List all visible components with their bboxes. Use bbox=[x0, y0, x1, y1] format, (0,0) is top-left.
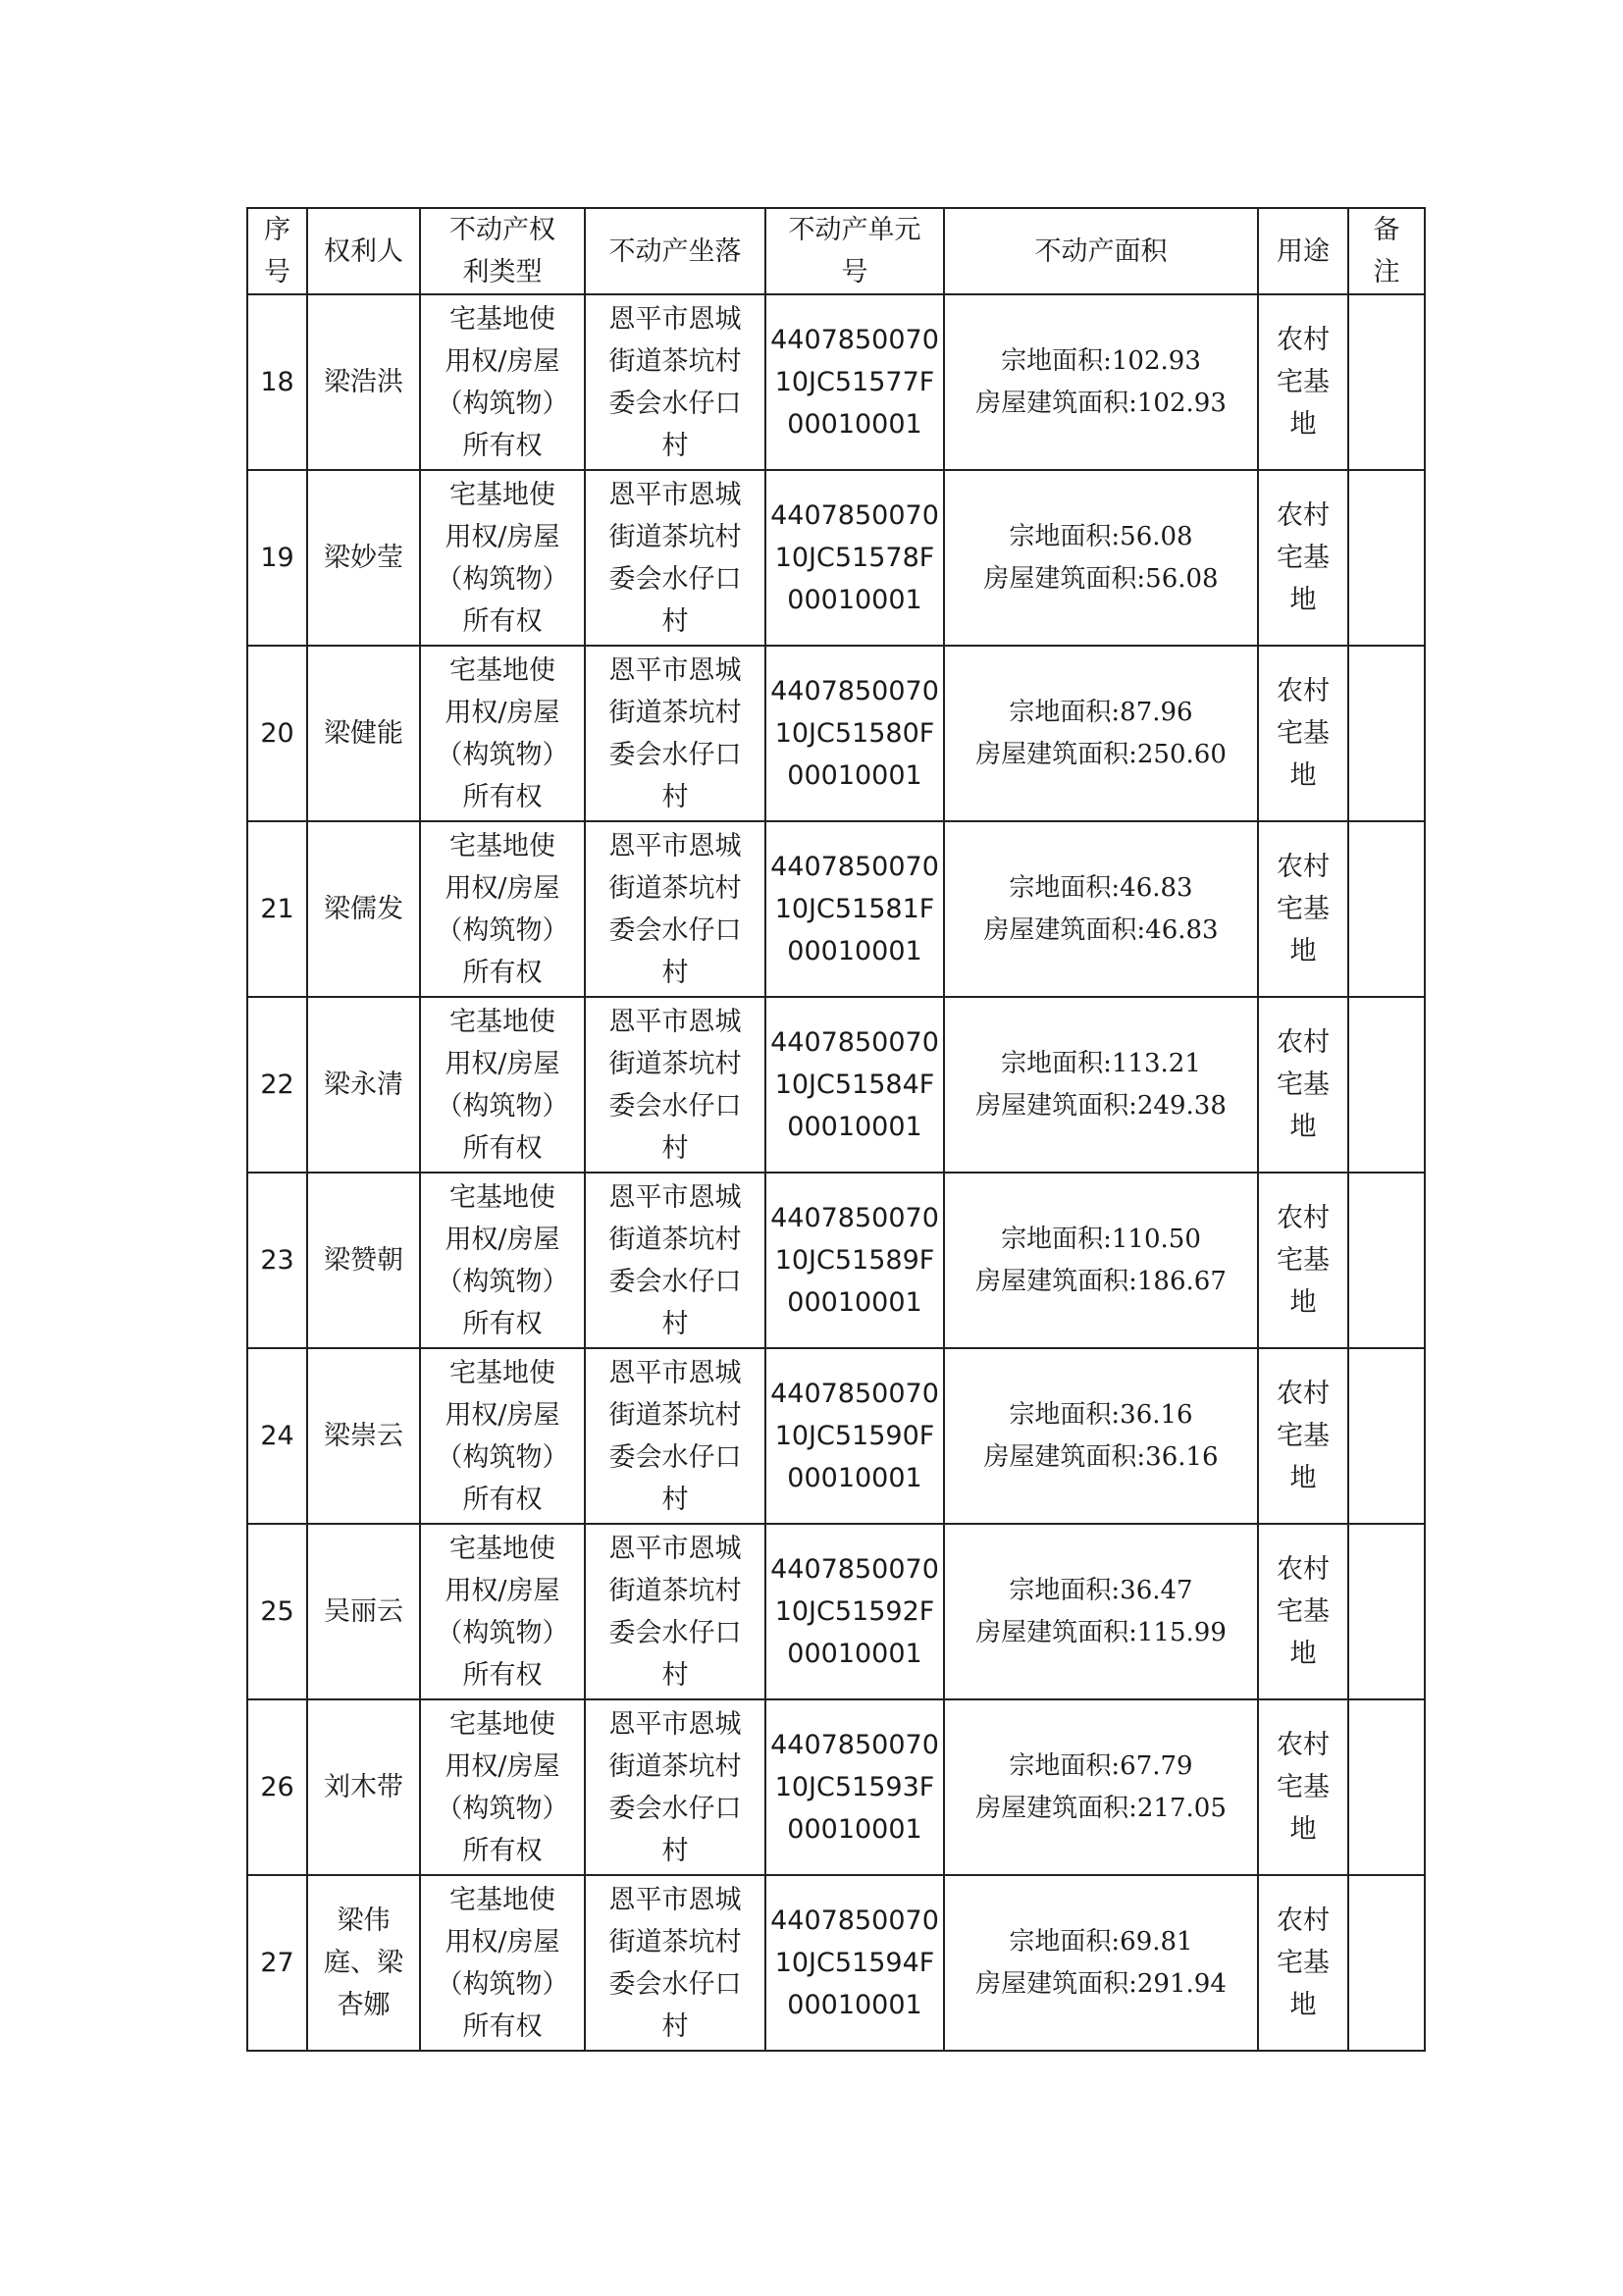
cell-right-type bbox=[420, 997, 585, 1173]
cell-usage bbox=[1258, 821, 1348, 997]
cell-right-type-line: 用权/房屋 bbox=[445, 1048, 560, 1079]
cell-right-type-line: 宅基地使 bbox=[449, 1181, 555, 1213]
cell-unit-no-line: 00010001 bbox=[787, 760, 922, 791]
cell-usage-line: 宅基 bbox=[1277, 1948, 1330, 1978]
cell-right-type-line: （构筑物） bbox=[436, 1090, 569, 1122]
cell-unit-no-line: 00010001 bbox=[787, 1463, 922, 1493]
cell-remarks bbox=[1348, 1173, 1425, 1348]
cell-usage-line: 农村 bbox=[1277, 1554, 1330, 1585]
cell-usage-line: 地 bbox=[1289, 409, 1317, 440]
cell-usage-line: 宅基 bbox=[1277, 543, 1330, 573]
cell-location-line: 村 bbox=[661, 1659, 689, 1691]
cell-area-line: 房屋建筑面积:115.99 bbox=[975, 1617, 1227, 1647]
cell-area-line: 房屋建筑面积:217.05 bbox=[975, 1793, 1227, 1823]
cell-area bbox=[944, 1524, 1258, 1699]
cell-usage bbox=[1258, 470, 1348, 646]
cell-right-type bbox=[420, 1524, 585, 1699]
cell-location-line: 街道茶坑村 bbox=[608, 1399, 742, 1431]
cell-location bbox=[585, 1875, 765, 2051]
cell-right-type-line: 用权/房屋 bbox=[445, 1926, 560, 1957]
cell-unit-no bbox=[765, 470, 944, 646]
cell-usage bbox=[1258, 646, 1348, 821]
header-area: 不动产面积 bbox=[944, 208, 1258, 294]
cell-location-line: 恩平市恩城 bbox=[608, 1181, 742, 1213]
cell-unit-no-line: 4407850070 bbox=[770, 325, 939, 355]
cell-right-type-line: 所有权 bbox=[462, 957, 543, 988]
cell-owner-line: 杏娜 bbox=[337, 1990, 391, 2020]
cell-right-type-line: 宅基地使 bbox=[449, 479, 555, 510]
cell-usage-line: 农村 bbox=[1277, 325, 1330, 355]
cell-right-type bbox=[420, 821, 585, 997]
cell-owner-line: 梁儒发 bbox=[324, 894, 403, 924]
cell-remarks bbox=[1348, 294, 1425, 470]
cell-location-line: 村 bbox=[661, 1308, 689, 1339]
cell-unit-no-line: 10JC51580F bbox=[774, 718, 935, 749]
cell-right-type-line: 所有权 bbox=[462, 1308, 543, 1339]
cell-area bbox=[944, 646, 1258, 821]
cell-right-type-line: 用权/房屋 bbox=[445, 345, 560, 377]
cell-right-type-line: 宅基地使 bbox=[449, 1533, 555, 1564]
cell-right-type-line: （构筑物） bbox=[436, 1617, 569, 1648]
cell-right-type-line: （构筑物） bbox=[436, 1968, 569, 2000]
cell-right-type-line: 用权/房屋 bbox=[445, 872, 560, 904]
property-registry-table bbox=[246, 207, 1426, 2052]
cell-usage-line: 农村 bbox=[1277, 1379, 1330, 1409]
cell-location-line: 恩平市恩城 bbox=[608, 1884, 742, 1915]
cell-unit-no bbox=[765, 821, 944, 997]
cell-owner bbox=[307, 470, 420, 646]
cell-location-line: 街道茶坑村 bbox=[608, 1926, 742, 1957]
header-remarks: 备 注 bbox=[1348, 208, 1425, 294]
cell-usage-line: 农村 bbox=[1277, 676, 1330, 706]
cell-right-type-line: 所有权 bbox=[462, 1659, 543, 1691]
cell-right-type-line: （构筑物） bbox=[436, 914, 569, 946]
cell-location bbox=[585, 1348, 765, 1524]
cell-index: 20 bbox=[247, 646, 307, 821]
cell-unit-no-line: 10JC51593F bbox=[774, 1772, 935, 1802]
cell-location-line: 委会水仔口 bbox=[608, 1090, 742, 1122]
cell-area-line: 宗地面积:102.93 bbox=[1001, 345, 1201, 376]
cell-location-line: 街道茶坑村 bbox=[608, 1048, 742, 1079]
cell-usage bbox=[1258, 1699, 1348, 1875]
cell-right-type bbox=[420, 1699, 585, 1875]
cell-area-line: 宗地面积:110.50 bbox=[1001, 1224, 1201, 1254]
header-location: 不动产坐落 bbox=[585, 208, 765, 294]
cell-owner-line: 梁伟 bbox=[337, 1905, 391, 1936]
cell-unit-no-line: 10JC51594F bbox=[774, 1948, 935, 1978]
cell-unit-no-line: 10JC51584F bbox=[774, 1070, 935, 1100]
cell-usage-line: 宅基 bbox=[1277, 1070, 1330, 1100]
cell-location-line: 恩平市恩城 bbox=[608, 1533, 742, 1564]
cell-location-line: 街道茶坑村 bbox=[608, 345, 742, 377]
cell-right-type-line: 所有权 bbox=[462, 1484, 543, 1515]
cell-usage-line: 农村 bbox=[1277, 1730, 1330, 1760]
cell-usage-line: 地 bbox=[1289, 1814, 1317, 1845]
cell-right-type-line: 所有权 bbox=[462, 605, 543, 637]
cell-area bbox=[944, 1348, 1258, 1524]
cell-unit-no-line: 4407850070 bbox=[770, 1379, 939, 1409]
cell-right-type-line: （构筑物） bbox=[436, 388, 569, 419]
cell-location bbox=[585, 646, 765, 821]
cell-area bbox=[944, 1875, 1258, 2051]
cell-usage-line: 宅基 bbox=[1277, 1596, 1330, 1627]
cell-usage-line: 地 bbox=[1289, 936, 1317, 966]
cell-right-type bbox=[420, 1348, 585, 1524]
cell-area-line: 房屋建筑面积:36.16 bbox=[983, 1441, 1219, 1472]
cell-usage-line: 地 bbox=[1289, 760, 1317, 791]
table-row bbox=[247, 997, 1425, 1173]
cell-right-type-line: 所有权 bbox=[462, 2010, 543, 2042]
cell-area-line: 宗地面积:36.16 bbox=[1009, 1399, 1193, 1430]
cell-unit-no-line: 10JC51589F bbox=[774, 1245, 935, 1276]
table-body bbox=[247, 294, 1425, 2051]
cell-right-type-line: 用权/房屋 bbox=[445, 1575, 560, 1606]
cell-right-type-line: 所有权 bbox=[462, 1835, 543, 1866]
cell-unit-no-line: 10JC51592F bbox=[774, 1596, 935, 1627]
cell-unit-no-line: 4407850070 bbox=[770, 852, 939, 882]
cell-usage-line: 宅基 bbox=[1277, 894, 1330, 924]
cell-usage-line: 农村 bbox=[1277, 1027, 1330, 1058]
cell-location-line: 村 bbox=[661, 957, 689, 988]
cell-location-line: 村 bbox=[661, 605, 689, 637]
cell-remarks bbox=[1348, 646, 1425, 821]
cell-location-line: 委会水仔口 bbox=[608, 1617, 742, 1648]
cell-unit-no-line: 10JC51581F bbox=[774, 894, 935, 924]
cell-right-type-line: 宅基地使 bbox=[449, 1884, 555, 1915]
cell-remarks bbox=[1348, 470, 1425, 646]
cell-usage bbox=[1258, 1875, 1348, 2051]
cell-right-type-line: 用权/房屋 bbox=[445, 1750, 560, 1782]
cell-location-line: 村 bbox=[661, 1835, 689, 1866]
cell-right-type-line: 宅基地使 bbox=[449, 1357, 555, 1388]
cell-owner-line: 梁妙莹 bbox=[324, 543, 403, 573]
cell-usage-line: 宅基 bbox=[1277, 367, 1330, 397]
cell-index: 25 bbox=[247, 1524, 307, 1699]
cell-owner bbox=[307, 1524, 420, 1699]
cell-index: 23 bbox=[247, 1173, 307, 1348]
cell-unit-no-line: 00010001 bbox=[787, 936, 922, 966]
cell-usage bbox=[1258, 1524, 1348, 1699]
cell-location-line: 街道茶坑村 bbox=[608, 521, 742, 552]
cell-area-line: 房屋建筑面积:56.08 bbox=[983, 563, 1219, 594]
cell-owner bbox=[307, 1699, 420, 1875]
cell-usage-line: 地 bbox=[1289, 1112, 1317, 1142]
cell-unit-no bbox=[765, 1348, 944, 1524]
table-row bbox=[247, 1699, 1425, 1875]
cell-location bbox=[585, 821, 765, 997]
header-unit-no: 不动产单元 号 bbox=[765, 208, 944, 294]
cell-unit-no-line: 4407850070 bbox=[770, 1203, 939, 1233]
cell-location-line: 委会水仔口 bbox=[608, 563, 742, 595]
cell-remarks bbox=[1348, 821, 1425, 997]
table-row bbox=[247, 646, 1425, 821]
cell-location-line: 恩平市恩城 bbox=[608, 654, 742, 686]
cell-index: 22 bbox=[247, 997, 307, 1173]
cell-unit-no-line: 4407850070 bbox=[770, 1554, 939, 1585]
cell-area-line: 宗地面积:46.83 bbox=[1009, 872, 1193, 903]
cell-location-line: 村 bbox=[661, 2010, 689, 2042]
cell-usage-line: 地 bbox=[1289, 1287, 1317, 1318]
table-row bbox=[247, 1348, 1425, 1524]
cell-location-line: 委会水仔口 bbox=[608, 1266, 742, 1297]
cell-right-type bbox=[420, 1875, 585, 2051]
cell-location-line: 村 bbox=[661, 430, 689, 461]
cell-right-type bbox=[420, 646, 585, 821]
cell-owner bbox=[307, 1875, 420, 2051]
cell-unit-no-line: 00010001 bbox=[787, 1814, 922, 1845]
cell-owner bbox=[307, 997, 420, 1173]
cell-area bbox=[944, 821, 1258, 997]
cell-usage-line: 宅基 bbox=[1277, 1245, 1330, 1276]
cell-location-line: 村 bbox=[661, 781, 689, 812]
cell-owner bbox=[307, 294, 420, 470]
cell-unit-no-line: 4407850070 bbox=[770, 500, 939, 531]
cell-owner-line: 梁健能 bbox=[324, 718, 403, 749]
cell-usage-line: 地 bbox=[1289, 1639, 1317, 1669]
cell-area-line: 宗地面积:56.08 bbox=[1009, 521, 1193, 551]
cell-location-line: 街道茶坑村 bbox=[608, 872, 742, 904]
cell-unit-no-line: 4407850070 bbox=[770, 1730, 939, 1760]
cell-unit-no-line: 10JC51577F bbox=[774, 367, 935, 397]
cell-location-line: 委会水仔口 bbox=[608, 739, 742, 770]
cell-index: 21 bbox=[247, 821, 307, 997]
cell-location-line: 街道茶坑村 bbox=[608, 1750, 742, 1782]
cell-usage bbox=[1258, 1173, 1348, 1348]
cell-unit-no-line: 10JC51578F bbox=[774, 543, 935, 573]
cell-remarks bbox=[1348, 1348, 1425, 1524]
cell-location bbox=[585, 1173, 765, 1348]
cell-location bbox=[585, 470, 765, 646]
cell-location-line: 恩平市恩城 bbox=[608, 1357, 742, 1388]
cell-area bbox=[944, 1699, 1258, 1875]
header-right-type: 不动产权 利类型 bbox=[420, 208, 585, 294]
cell-unit-no bbox=[765, 997, 944, 1173]
cell-right-type-line: 宅基地使 bbox=[449, 654, 555, 686]
cell-usage-line: 农村 bbox=[1277, 1905, 1330, 1936]
cell-area-line: 房屋建筑面积:250.60 bbox=[975, 739, 1227, 769]
cell-unit-no-line: 00010001 bbox=[787, 1112, 922, 1142]
cell-owner-line: 梁赞朝 bbox=[324, 1245, 403, 1276]
table-row bbox=[247, 821, 1425, 997]
cell-location-line: 委会水仔口 bbox=[608, 388, 742, 419]
cell-location-line: 恩平市恩城 bbox=[608, 830, 742, 861]
cell-location-line: 恩平市恩城 bbox=[608, 1708, 742, 1740]
cell-unit-no-line: 4407850070 bbox=[770, 676, 939, 706]
cell-owner-line: 刘木带 bbox=[324, 1772, 403, 1802]
cell-location-line: 委会水仔口 bbox=[608, 1968, 742, 2000]
cell-area bbox=[944, 470, 1258, 646]
cell-right-type-line: （构筑物） bbox=[436, 1793, 569, 1824]
cell-usage-line: 农村 bbox=[1277, 852, 1330, 882]
cell-location-line: 恩平市恩城 bbox=[608, 1006, 742, 1037]
cell-area bbox=[944, 997, 1258, 1173]
cell-area-line: 宗地面积:67.79 bbox=[1009, 1750, 1193, 1781]
cell-owner-line: 梁崇云 bbox=[324, 1421, 403, 1451]
cell-remarks bbox=[1348, 1524, 1425, 1699]
cell-area bbox=[944, 1173, 1258, 1348]
cell-right-type-line: 所有权 bbox=[462, 430, 543, 461]
cell-location-line: 恩平市恩城 bbox=[608, 303, 742, 335]
cell-area-line: 宗地面积:69.81 bbox=[1009, 1926, 1193, 1957]
cell-owner bbox=[307, 821, 420, 997]
cell-remarks bbox=[1348, 997, 1425, 1173]
cell-area-line: 宗地面积:36.47 bbox=[1009, 1575, 1193, 1605]
cell-owner-line: 庭、梁 bbox=[324, 1948, 403, 1978]
cell-area-line: 房屋建筑面积:46.83 bbox=[983, 914, 1219, 945]
cell-right-type-line: 宅基地使 bbox=[449, 830, 555, 861]
cell-unit-no-line: 4407850070 bbox=[770, 1027, 939, 1058]
header-index: 序 号 bbox=[247, 208, 307, 294]
cell-unit-no bbox=[765, 1173, 944, 1348]
cell-location bbox=[585, 997, 765, 1173]
cell-usage-line: 地 bbox=[1289, 585, 1317, 615]
cell-usage bbox=[1258, 1348, 1348, 1524]
cell-location-line: 恩平市恩城 bbox=[608, 479, 742, 510]
cell-area-line: 房屋建筑面积:291.94 bbox=[975, 1968, 1227, 1999]
cell-unit-no bbox=[765, 1875, 944, 2051]
cell-unit-no-line: 00010001 bbox=[787, 1990, 922, 2020]
cell-right-type-line: 用权/房屋 bbox=[445, 697, 560, 728]
cell-right-type-line: 所有权 bbox=[462, 781, 543, 812]
cell-right-type-line: 所有权 bbox=[462, 1132, 543, 1164]
cell-location-line: 街道茶坑村 bbox=[608, 1575, 742, 1606]
table-row bbox=[247, 294, 1425, 470]
cell-unit-no-line: 00010001 bbox=[787, 1639, 922, 1669]
cell-index: 26 bbox=[247, 1699, 307, 1875]
cell-location bbox=[585, 294, 765, 470]
cell-location-line: 街道茶坑村 bbox=[608, 1224, 742, 1255]
cell-unit-no-line: 10JC51590F bbox=[774, 1421, 935, 1451]
cell-right-type-line: （构筑物） bbox=[436, 739, 569, 770]
table-header-row bbox=[247, 208, 1425, 294]
cell-unit-no bbox=[765, 1524, 944, 1699]
cell-usage bbox=[1258, 294, 1348, 470]
cell-right-type-line: 用权/房屋 bbox=[445, 1224, 560, 1255]
cell-location-line: 委会水仔口 bbox=[608, 1441, 742, 1473]
cell-unit-no bbox=[765, 294, 944, 470]
cell-index: 19 bbox=[247, 470, 307, 646]
cell-index: 27 bbox=[247, 1875, 307, 2051]
header-usage: 用途 bbox=[1258, 208, 1348, 294]
table-row bbox=[247, 1173, 1425, 1348]
cell-index: 24 bbox=[247, 1348, 307, 1524]
cell-remarks bbox=[1348, 1875, 1425, 2051]
cell-unit-no-line: 4407850070 bbox=[770, 1905, 939, 1936]
cell-right-type-line: （构筑物） bbox=[436, 1266, 569, 1297]
cell-owner bbox=[307, 1348, 420, 1524]
cell-right-type-line: （构筑物） bbox=[436, 1441, 569, 1473]
cell-owner-line: 梁浩洪 bbox=[324, 367, 403, 397]
cell-owner bbox=[307, 646, 420, 821]
cell-unit-no-line: 00010001 bbox=[787, 409, 922, 440]
cell-right-type-line: 宅基地使 bbox=[449, 1006, 555, 1037]
cell-right-type-line: 宅基地使 bbox=[449, 1708, 555, 1740]
cell-unit-no-line: 00010001 bbox=[787, 585, 922, 615]
cell-location-line: 委会水仔口 bbox=[608, 914, 742, 946]
cell-area bbox=[944, 294, 1258, 470]
cell-owner-line: 梁永清 bbox=[324, 1070, 403, 1100]
cell-location bbox=[585, 1524, 765, 1699]
cell-remarks bbox=[1348, 1699, 1425, 1875]
cell-location-line: 村 bbox=[661, 1484, 689, 1515]
cell-location-line: 村 bbox=[661, 1132, 689, 1164]
cell-right-type-line: 用权/房屋 bbox=[445, 1399, 560, 1431]
cell-location-line: 街道茶坑村 bbox=[608, 697, 742, 728]
cell-usage-line: 农村 bbox=[1277, 1203, 1330, 1233]
cell-area-line: 房屋建筑面积:102.93 bbox=[975, 388, 1227, 418]
header-owner: 权利人 bbox=[307, 208, 420, 294]
table-row bbox=[247, 470, 1425, 646]
cell-right-type-line: 宅基地使 bbox=[449, 303, 555, 335]
cell-unit-no bbox=[765, 1699, 944, 1875]
cell-unit-no bbox=[765, 646, 944, 821]
cell-usage-line: 宅基 bbox=[1277, 718, 1330, 749]
cell-right-type-line: 用权/房屋 bbox=[445, 521, 560, 552]
cell-usage-line: 宅基 bbox=[1277, 1772, 1330, 1802]
cell-owner bbox=[307, 1173, 420, 1348]
cell-right-type bbox=[420, 1173, 585, 1348]
cell-usage-line: 地 bbox=[1289, 1990, 1317, 2020]
table-row bbox=[247, 1875, 1425, 2051]
cell-right-type bbox=[420, 470, 585, 646]
cell-usage-line: 农村 bbox=[1277, 500, 1330, 531]
cell-location-line: 委会水仔口 bbox=[608, 1793, 742, 1824]
cell-right-type-line: （构筑物） bbox=[436, 563, 569, 595]
cell-right-type bbox=[420, 294, 585, 470]
cell-owner-line: 吴丽云 bbox=[324, 1596, 403, 1627]
cell-area-line: 宗地面积:87.96 bbox=[1009, 697, 1193, 727]
cell-area-line: 宗地面积:113.21 bbox=[1001, 1048, 1201, 1078]
cell-unit-no-line: 00010001 bbox=[787, 1287, 922, 1318]
cell-usage-line: 宅基 bbox=[1277, 1421, 1330, 1451]
cell-location bbox=[585, 1699, 765, 1875]
cell-usage-line: 地 bbox=[1289, 1463, 1317, 1493]
table-row bbox=[247, 1524, 1425, 1699]
cell-index: 18 bbox=[247, 294, 307, 470]
cell-area-line: 房屋建筑面积:249.38 bbox=[975, 1090, 1227, 1121]
cell-area-line: 房屋建筑面积:186.67 bbox=[975, 1266, 1227, 1296]
cell-usage bbox=[1258, 997, 1348, 1173]
